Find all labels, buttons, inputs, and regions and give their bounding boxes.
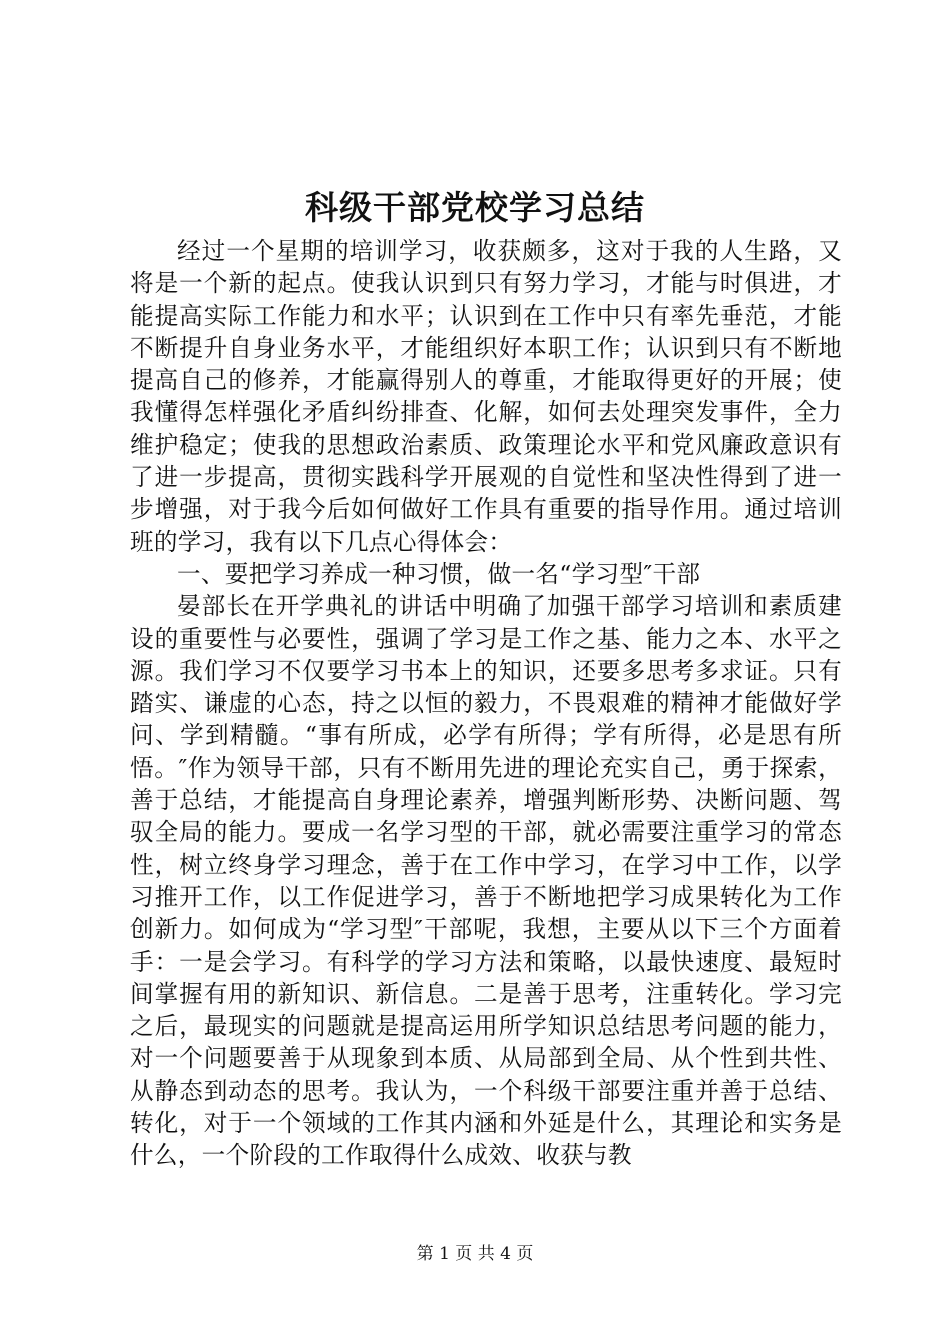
document-body (130, 235, 842, 1172)
paragraph-intro: 经过一个星期的培训学习，收获颇多，这对于我的人生路，又将是一个新的起点。使我认识到只有努力学习，才能与时俱进，才能提高实际工作能力和水平；认识到在工作中只有率先垂范，才能不断提升自身业务水平，才能组织好本职工作；认识到只有不断地提高自己的修养，才能赢得别人的尊重，才能取得更好的开展；使我懂得怎样强化矛盾纠纷排查、化解，如何去处理突发事件，全力维护稳定；使我的思想政治素质、政策理论水平和党风廉政意识有了进一步提高，贯彻实践科学开展观的自觉性和坚决性得到了进一步增强，对于我今后如何做好工作具有重要的指导作用。通过培训班的学习，我有以下几点心得体会： (130, 237, 842, 556)
document-title: 科级干部党校学习总结 (305, 188, 645, 227)
page-footer: 第 1 页 共 4 页 (416, 1244, 534, 1264)
section-heading-1: 一、要把学习养成一种习惯，做一名“学习型″干部 (177, 559, 701, 588)
paragraph-section-1: 晏部长在开学典礼的讲话中明确了加强干部学习培训和素质建设的重要性与必要性，强调了学习是工作之基、能力之本、水平之源。我们学习不仅要学习书本上的知识，还要多思考多求证。只有踏实、谦虚的心态，持之以恒的毅力，不畏艰难的精神才能做好学问、学到精髓。“事有所成，必学有所得；学有所得，必是思有所悟。″作为领导干部，只有不断用先进的理论充实自己，勇于探索，善于总结，才能提高自身理论素养，增强判断形势、决断问题、驾驭全局的能力。要成一名学习型的干部，就必需要注重学习的常态性，树立终身学习理念，善于在工作中学习，在学习中工作，以学习推开工作，以工作促进学习，善于不断地把学习成果转化为工作创新力。如何成为“学习型″干部呢，我想，主要从以下三个方面着手：一是会学习。有科学的学习方法和策略，以最快速度、最短时间掌握有用的新知识、新信息。二是善于思考，注重转化。学习完之后，最现实的问题就是提高运用所学知识总结思考问题的能力，对一个问题要善于从现象到本质、从局部到全局、从个性到共性、从静态到动态的思考。我认为，一个科级干部要注重并善于总结、转化，对于一个领域的工作其内涵和外延是什么，其理论和实务是什么，一个阶段的工作取得什么成效、收获与教 (130, 592, 842, 1170)
